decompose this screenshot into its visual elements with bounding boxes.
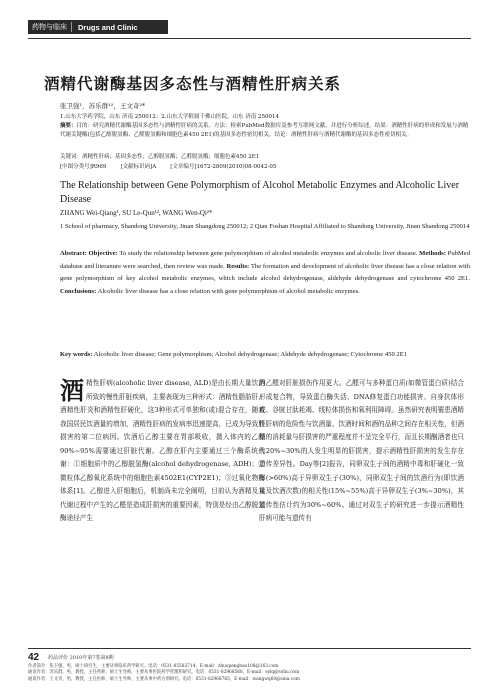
abstract-cn-text: 目的：研究酒精代谢酶基因多态性与酒精性肝病的关系。方法：检索PubMed数据库及参考互联网文献，并进行分析综述。结果：酒精性肝病的形成和发展与酒精代谢关键酶(包括乙醇脱氢酶、乙醛脱氢酶和细胞色素450 2E1)的基因多态性密切相关。结论：酒精性肝病与酒精代谢酶的基因多态性密切相关。 <box>60 123 469 138</box>
article-title-en: The Relationship between Gene Polymorphism of Alcohol Metabolic Enzymes and Alcoholic Liver Disease <box>60 180 460 205</box>
section-header <box>28 20 168 34</box>
body-text-right: 的乙醛对肝脏损伤作用更大。乙醛可与多种蛋白质(如微管蛋白质)结合形成复合物，导致蛋白酶失活、DNA修复蛋白功能损害、自身抗体形成、谷胱甘肽耗竭、线粒体损伤和氧利用障碍。虽然研究表明罹患酒精性肝病的危险性与饮酒量、饮酒时间和酒的品种之间存在相关性，但酒精的消耗量与肝损害的严重程度并不呈完全平行，而且长期酗酒者也只有20%~30%的人发生明显的肝损害，提示酒精性肝损害的发生存在遗传差异性。Day等[2]报告，同卵双生子间的酒精中毒和肝硬化一致率(>60%)高于异卵双生子(30%)，同卵双生子间的饮酒行为(即饮酒量及饮酒次数)的相关性(15%~55%)高于异卵双生子(3%~30%)，其遗传性估计约为30%~60%。通过对双生子的研究进一步提示酒精性肝病可能与遗传有 <box>259 379 464 522</box>
affiliation-cn: 1.山东大学药学院，山东 济南 250012；2.山东大学附属千佛山医院，山东 济南 250014 <box>60 114 279 120</box>
section-label-en: Drugs and Clinic <box>78 22 138 32</box>
keywords-en-text: Alcoholic liver disease; Gene polymorphism; Alcohol dehydrogenase; Aldehyde dehydrogenase; Cytochrome 450 2E1 <box>93 351 408 358</box>
results-label: Results: <box>226 262 250 270</box>
page-number: 42 <box>28 652 40 663</box>
keywords-cn: 关键词：酒精性肝病；基因多态性；乙醇脱氢酶；乙醛脱氢酶；细胞色素450 2E1 <box>60 154 260 160</box>
objective-label: Objective: <box>88 250 118 257</box>
contact-line: 通讯作者：王文奇，男，教授，主任医师，硕士生导师，主要从事中药方剂研究。电话：0531-82968765，E-mail：wangwq60@sina.com <box>28 676 300 682</box>
journal-name: 药品评价 2010年第7卷第8期 <box>48 655 114 661</box>
body-column-right <box>259 377 464 526</box>
conclusions-label: Conclusions: <box>60 287 97 295</box>
classification-cn <box>60 162 470 170</box>
body-column-left <box>60 377 265 526</box>
header-divider <box>28 38 471 39</box>
article-title-cn: 酒精代谢酶基因多态性与酒精性肝病关系 <box>44 75 342 93</box>
footer-divider <box>28 648 471 649</box>
results-text: The formation and development of alcoholic liver disease has a close relation with gene polymorphism of key alcohol metabolic enzymes, which include alcohol dehydrogenase, aldehyde dehydrogenase and cytochrome 450 2E1. <box>60 262 470 283</box>
abstract-cn <box>60 122 470 139</box>
contact-line: 通讯作者：苏乐群，男，教授，主任药师，硕士生导师，主要从事医院药学管理和研究。电话：0531-82968568，E-mail：sylq@sohu.com <box>28 670 300 676</box>
keywords-en <box>60 349 470 362</box>
author-contacts <box>28 664 478 683</box>
drop-cap: 酒 <box>60 377 84 405</box>
keywords-en-label: Key words: <box>60 351 93 358</box>
doc-code: [文献标识码]A <box>120 164 157 170</box>
methods-text: PubMed database and literanure were searched, then review was made. <box>60 250 471 270</box>
article-number: [文章编号]1672-2809(2010)08-0042-05 <box>170 164 277 170</box>
authors-cn: 张卫强¹，苏乐群¹²，王文奇²* <box>60 102 146 110</box>
contact-line: 作者简介：张卫强，男，硕士研究生，主要从事临床药学研究。电话：0531-85583714，E-mail：zhuopenghao108@163.com <box>28 664 279 669</box>
abstract-en <box>60 248 470 298</box>
abstract-cn-label: 摘要： <box>60 123 77 129</box>
abstract-en-label: Abstract: <box>60 250 87 257</box>
authors-en: ZHANG Wei-Qiang¹, SU Le-Qun¹², WANG Wen-Qi²* <box>60 209 213 217</box>
conclusions-text: Alcoholic liver disease has a close relation with gene polymorphism of alcohol metabolic enzymes. <box>97 287 360 295</box>
objective-text: To study the relationship between gene polymorphism of alcohol metabolic enzymes and alcoholic liver disease. <box>119 250 418 257</box>
body-text-left: 精性肝病(alcoholic liver disease, ALD)是由长期大量饮酒所致的慢性肝脏疾病，主要表现为三种形式：酒精性脂肪肝、酒精性肝炎和酒精性肝硬化，这3种形式可单独和(或)混合存在，随着我国居民饮酒量的增加，酒精性肝病的发病率迅速提高，已成为导致肝损害的第二位病因。饮酒后乙醇主要在胃部吸收，摄入体内的乙醇90%~95%需要通过肝脏代谢。乙醇在肝内主要通过三个酶系统代谢：①细胞质中的乙醇脱氢酶(alcohol dehydrogenase, ADH)；②微粒体乙醇氧化系统中的细胞色素4502E1(CYP2E1)；③过氧化物酶体系[1]。乙醇进入肝细胞后，机制尚未完全阐明，目前认为酒精及其代谢过程中产生的乙醛是造成肝损害的重要因素，特别是经由乙醇脱氢酶途径产生 <box>60 379 265 522</box>
affiliation-en: 1 School of pharmacy, Shandong University, Jinan Shangdong 250012; 2 Qian Foshan Hospital Affiliated to Shandong University, Jinan Shandong 250014 <box>60 223 470 230</box>
section-label-cn: 药物与临床 <box>28 22 72 32</box>
clc-number: [中图分类号]R969 <box>60 164 107 170</box>
methods-label: Methods: <box>419 250 446 257</box>
